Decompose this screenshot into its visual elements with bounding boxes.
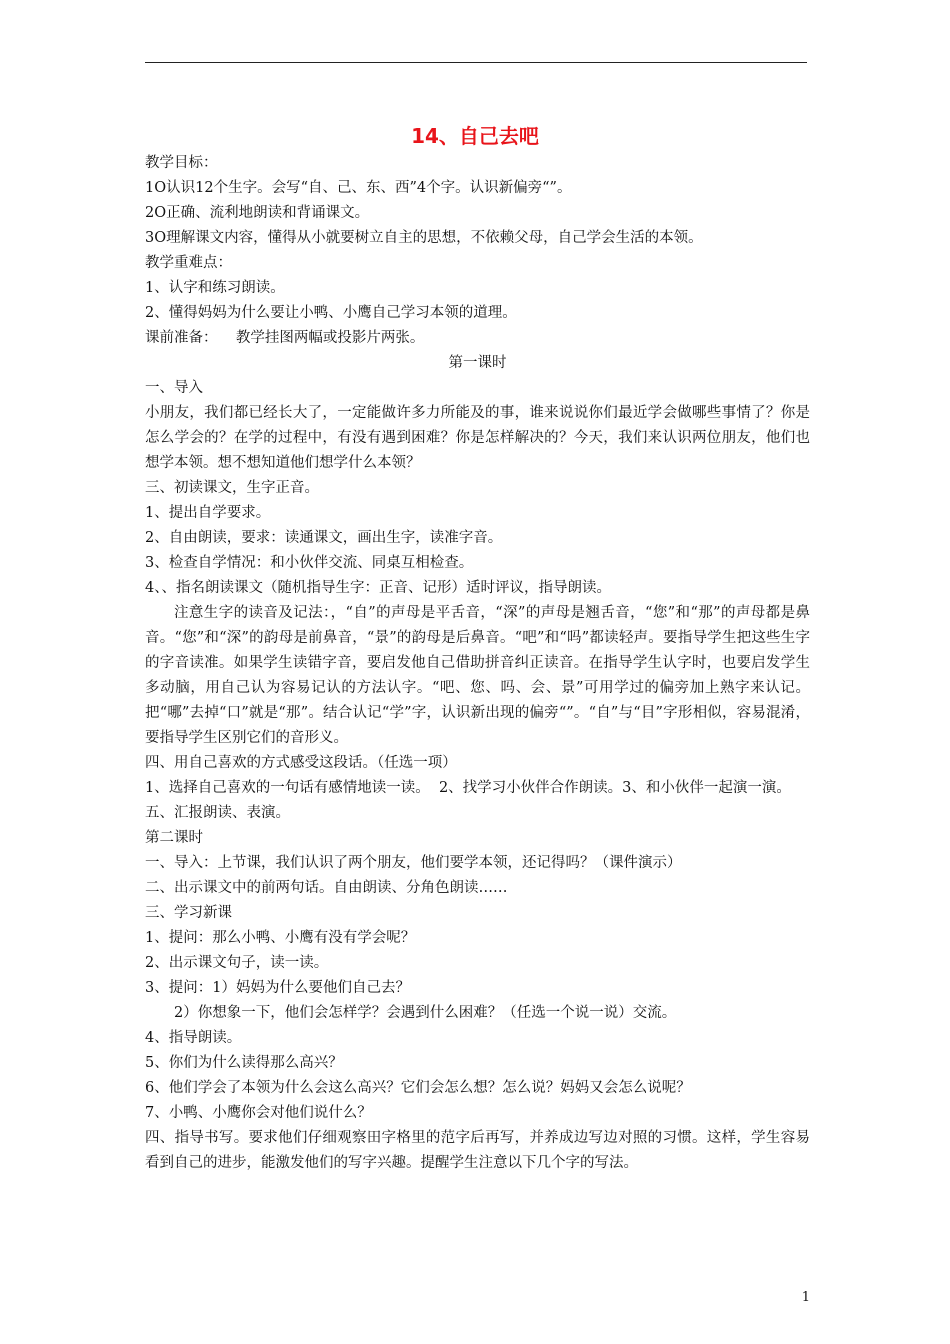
paragraph: 1、选择自己喜欢的一句话有感情地读一读。 2、找学习小伙伴合作朗读。3、和小伙伴一起演一演。 <box>145 780 791 796</box>
paragraph: 教学重难点： <box>145 255 232 271</box>
paragraph: 一、导入：上节课，我们认识了两个朋友，他们要学本领，还记得吗？（课件演示） <box>145 855 682 871</box>
paragraph: 2）你想象一下，他们会怎样学？会遇到什么困难？（任选一个说一说）交流。 <box>174 1005 677 1021</box>
paragraph: 第一课时 <box>448 355 507 371</box>
paragraph: 小朋友，我们都已经长大了，一定能做许多力所能及的事，谁来说说你们最近学会做哪些事情了？你是怎么学会的？在学的过程中，有没有遇到困难？你是怎样解决的？今天，我们来认识两位朋友，他们也想学本领。想不想知道他们想学什么本领？ <box>145 405 810 471</box>
paragraph: 三、初读课文，生字正音。 <box>145 480 319 496</box>
paragraph: 四、用自己喜欢的方式感受这段话。（任选一项） <box>145 755 457 771</box>
paragraph: 7、小鸭、小鹰你会对他们说什么？ <box>145 1105 372 1121</box>
paragraph: 5、你们为什么读得那么高兴？ <box>145 1055 343 1071</box>
paragraph: 教学目标： <box>145 155 218 171</box>
paragraph: 2、自由朗读，要求：读通课文，画出生字，读准字音。 <box>145 530 503 546</box>
paragraph: 四、指导书写。要求他们仔细观察田字格里的范字后再写，并养成边写边对照的习惯。这样，学生容易看到自己的进步，能激发他们的写字兴趣。提醒学生注意以下几个字的写法。 <box>145 1130 810 1171</box>
paragraph: 2、懂得妈妈为什么要让小鸭、小鹰自己学习本领的道理。 <box>145 305 517 321</box>
paragraph: 第二课时 <box>145 830 203 846</box>
document-title: 14、自己去吧 <box>411 124 539 148</box>
paragraph: 五、汇报朗读、表演。 <box>145 805 290 821</box>
paragraph: 6、他们学会了本领为什么会这么高兴？它们会怎么想？怎么说？妈妈又会怎么说呢？ <box>145 1080 691 1096</box>
document-body <box>145 151 810 1176</box>
paragraph: 4、、指名朗读课文（随机指导生字：正音、记形）适时评议，指导朗读。 <box>145 580 611 596</box>
paragraph: 3、检查自学情况：和小伙伴交流、同桌互相检查。 <box>145 555 474 571</box>
paragraph: 4、指导朗读。 <box>145 1030 242 1046</box>
paragraph: 1、提出自学要求。 <box>145 505 271 521</box>
paragraph: 1、提问：那么小鸭、小鹰有没有学会呢？ <box>145 930 416 946</box>
paragraph: 课前准备： 教学挂图两幅或投影片两张。 <box>145 330 425 346</box>
paragraph: 一、导入 <box>145 380 203 396</box>
paragraph: 二、出示课文中的前两句话。自由朗读、分角色朗读…… <box>145 880 508 896</box>
paragraph: 2О正确、流利地朗读和背诵课文。 <box>145 205 370 221</box>
paragraph: 2、出示课文句子，读一读。 <box>145 955 329 971</box>
paragraph: 三、学习新课 <box>145 905 232 921</box>
paragraph: 3О理解课文内容，懂得从小就要树立自主的思想，不依赖父母，自己学会生活的本领。 <box>145 230 703 246</box>
paragraph: 1О认识12个生字。会写“自、己、东、西”4个字。认识新偏旁“”。 <box>145 180 572 196</box>
page-number: 1 <box>801 1290 810 1305</box>
paragraph: 3、提问：1）妈妈为什么要他们自己去？ <box>145 980 410 996</box>
paragraph: 注意生字的读音及记法：，“自”的声母是平舌音，“深”的声母是翘舌音，“您”和“那”的声母都是鼻音。“您”和“深”的韵母是前鼻音，“景”的韵母是后鼻音。“吧”和“吗”都读轻声。要指导学生把这些生字的字音读准。如果学生读错字音，要启发他自己借助拼音纠正读音。在指导学生认字时，也要启发学生多动脑，用自己认为容易记认的方法认字。“吧、您、吗、会、景”可用学过的偏旁加上熟字来认记。把“哪”去掉“口”就是“那”。结合认记“学”字，认识新出现的偏旁“”。“自”与“目”字形相似，容易混淆，要指导学生区别它们的音形义。 <box>145 605 810 746</box>
paragraph: 1、认字和练习朗读。 <box>145 280 285 296</box>
header-rule <box>145 62 807 63</box>
